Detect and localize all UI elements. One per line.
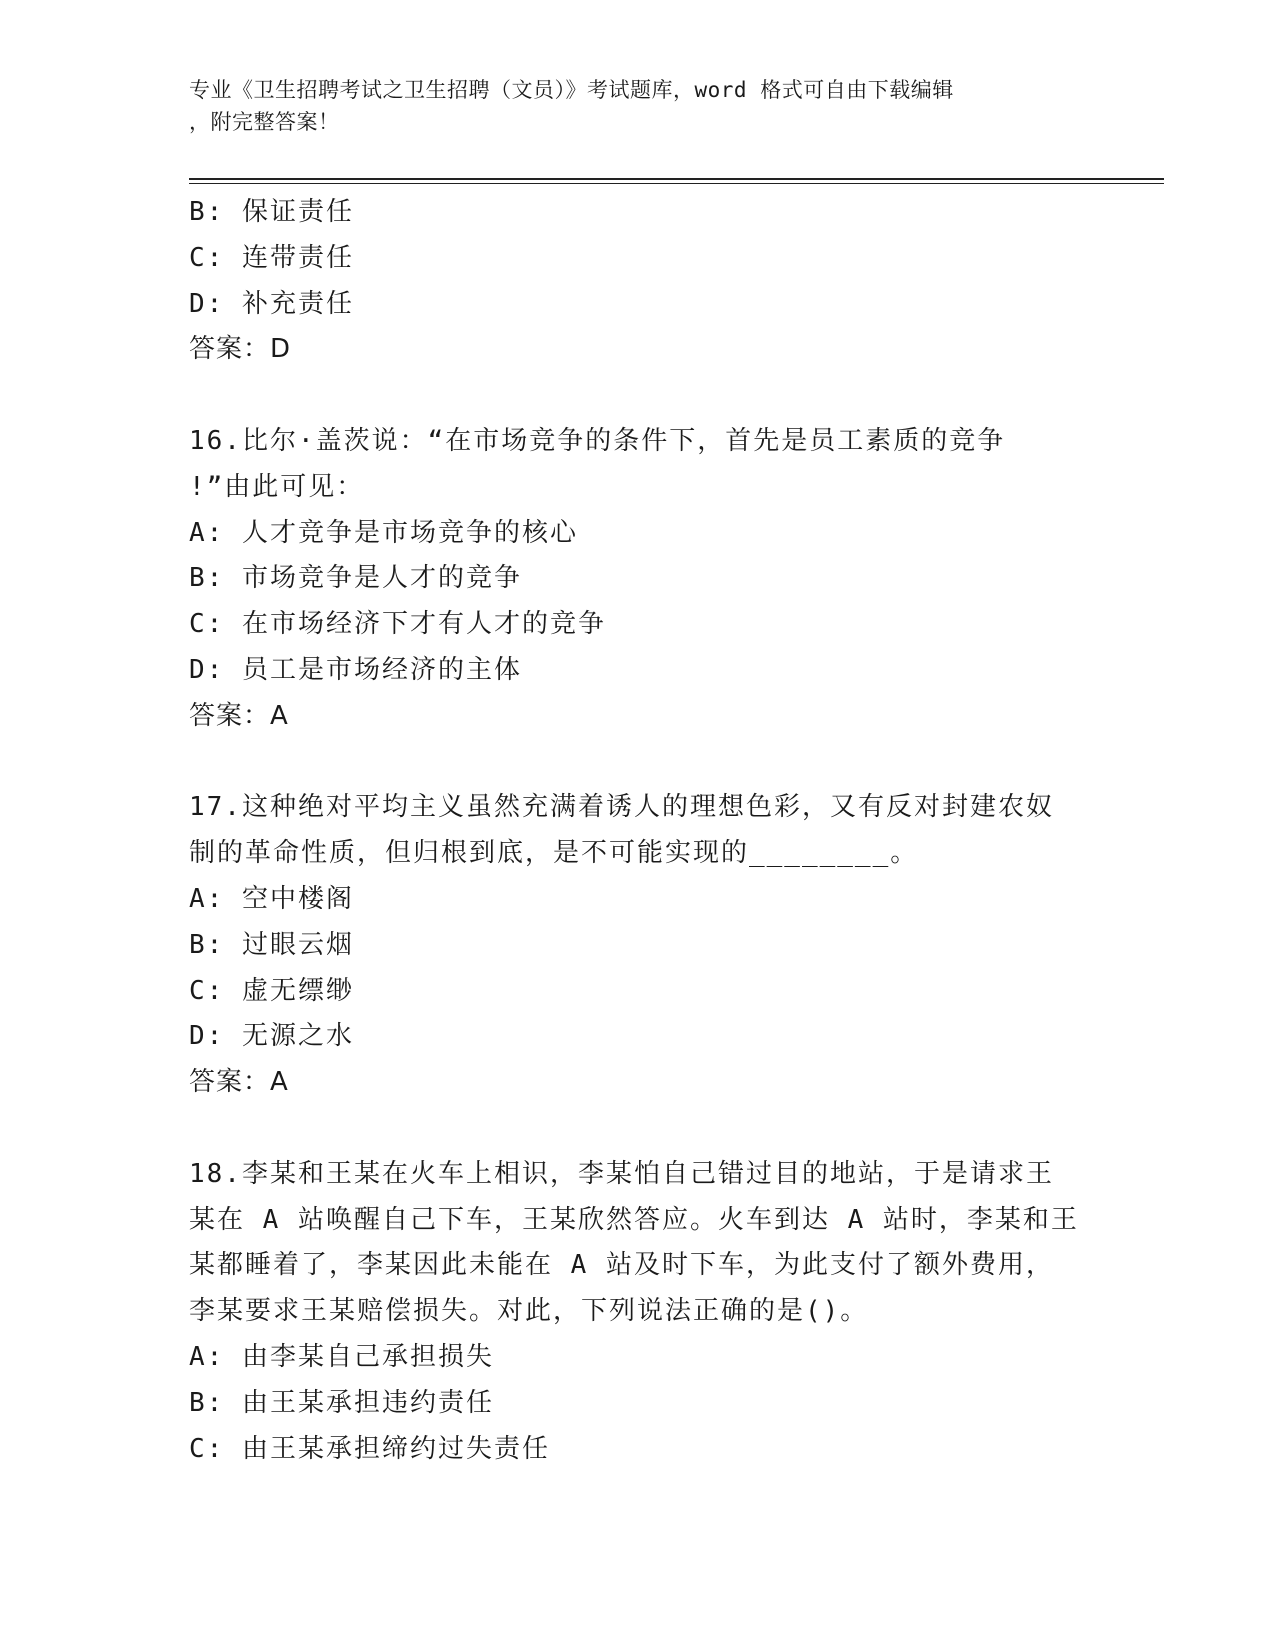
question-16	[189, 419, 1089, 740]
option-a: A: 人才竞争是市场竞争的核心	[189, 517, 578, 548]
question-text-line: 18.李某和王某在火车上相识，李某怕自己错过目的地站，于是请求王	[189, 1158, 1054, 1189]
answer-line: 答案：D	[189, 334, 292, 365]
option-d: D: 补充责任	[189, 288, 354, 319]
answer-line: 答案：A	[189, 1067, 289, 1098]
question-text-line: 某都睡着了，李某因此未能在 A 站及时下车，为此支付了额外费用，	[189, 1250, 1054, 1281]
question-text-line: 制的革命性质，但归根到底，是不可能实现的________。	[189, 838, 919, 869]
option-c: C: 在市场经济下才有人才的竞争	[189, 609, 606, 640]
option-c: C: 连带责任	[189, 242, 354, 273]
header-rule-thin	[189, 183, 1164, 184]
option-b: B: 由王某承担违约责任	[189, 1387, 494, 1418]
option-b: B: 市场竞争是人才的竞争	[189, 563, 522, 594]
document-header	[189, 74, 1089, 138]
question-text-line: 李某要求王某赔偿损失。对此，下列说法正确的是()。	[189, 1296, 869, 1327]
question-text-line: 17.这种绝对平均主义虽然充满着诱人的理想色彩，又有反对封建农奴	[189, 792, 1054, 823]
question-18	[189, 1152, 1089, 1473]
option-b: B: 保证责任	[189, 197, 354, 227]
document-body	[189, 190, 1089, 1472]
question-text-line: 某在 A 站唤醒自己下车，王某欣然答应。火车到达 A 站时，李某和王	[189, 1204, 1079, 1235]
option-b: B: 过眼云烟	[189, 929, 354, 960]
option-d: D: 无源之水	[189, 1021, 354, 1052]
option-a: A: 空中楼阁	[189, 883, 354, 914]
answer-line: 答案：A	[189, 700, 289, 731]
question-15-tail	[189, 190, 1089, 373]
header-line-2: ，附完整答案！	[189, 110, 340, 134]
option-a: A: 由李某自己承担损失	[189, 1341, 494, 1372]
header-line-1: 专业《卫生招聘考试之卫生招聘（文员）》考试题库，word 格式可自由下载编辑	[189, 78, 954, 102]
option-c: C: 由王某承担缔约过失责任	[189, 1433, 550, 1464]
question-17	[189, 785, 1089, 1106]
question-text-line: 16.比尔·盖茨说：“在市场竞争的条件下，首先是员工素质的竞争	[189, 425, 1006, 456]
option-d: D: 员工是市场经济的主体	[189, 654, 522, 685]
question-text-line: !”由此可见：	[189, 471, 365, 502]
option-c: C: 虚无缥缈	[189, 975, 354, 1006]
header-rule-thick	[189, 178, 1164, 180]
